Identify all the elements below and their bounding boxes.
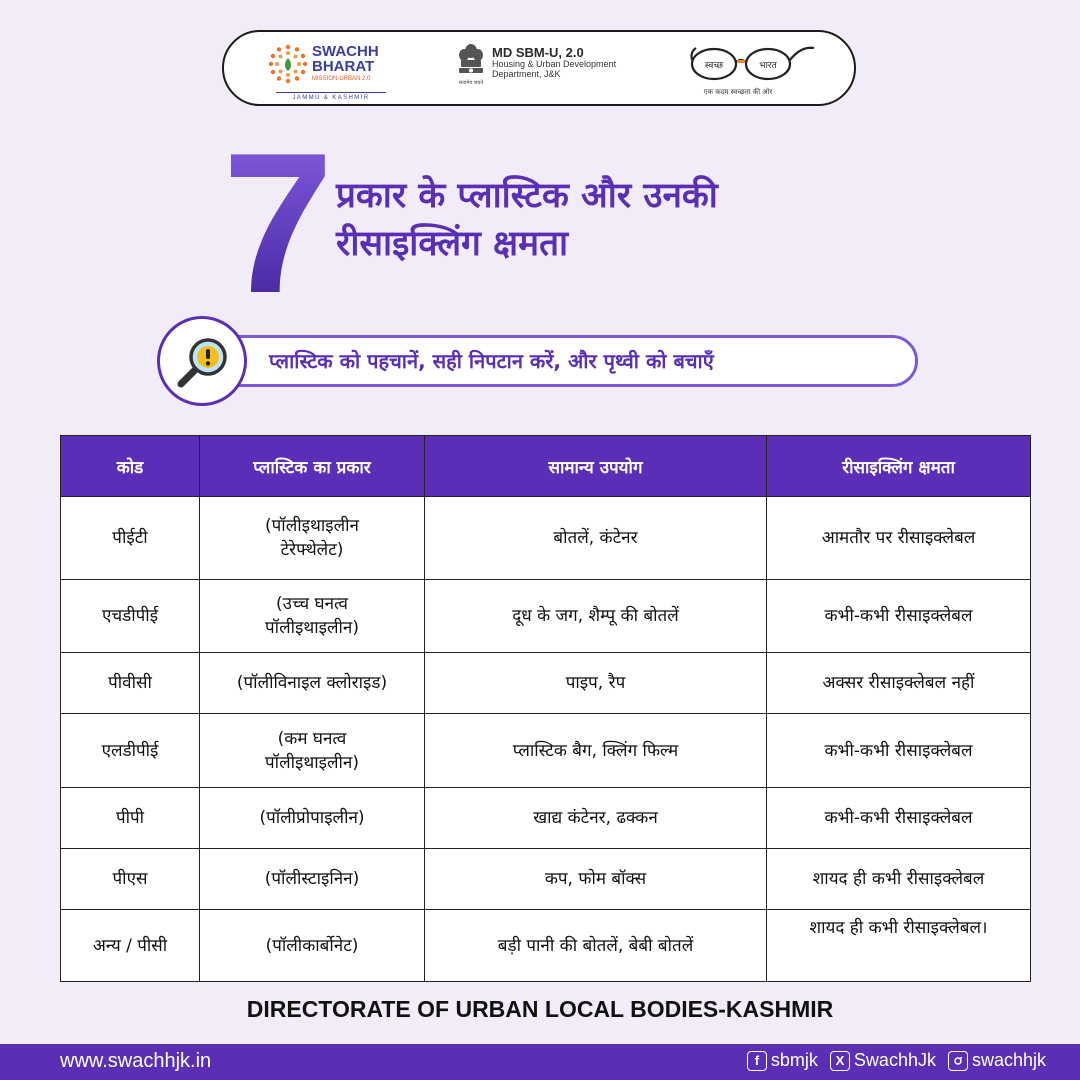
cell-recycle: कभी-कभी रीसाइक्लेबल (767, 714, 1031, 788)
cell-recycle: कभी-कभी रीसाइक्लेबल (767, 580, 1031, 653)
cell-code: पीवीसी (61, 653, 200, 714)
facebook-link[interactable] (747, 1050, 818, 1071)
x-link[interactable] (830, 1050, 936, 1071)
x-icon: X (830, 1051, 850, 1071)
hero-number-seven (222, 142, 334, 300)
cell-recycle: आमतौर पर रीसाइक्लेबल (767, 497, 1031, 580)
cell-recycle: शायद ही कभी रीसाइक्लेबल। (767, 910, 1031, 982)
footer-bar (0, 1044, 1080, 1080)
header-recyclability: रीसाइक्लिंग क्षमता (767, 436, 1031, 497)
cell-use: प्लास्टिक बैग, क्लिंग फिल्म (425, 714, 767, 788)
table-row (61, 580, 1031, 653)
hero-number-text: 7 (222, 142, 334, 300)
header-code: कोड (61, 436, 200, 497)
directorate-name: DIRECTORATE OF URBAN LOCAL BODIES-KASHMIR (246, 996, 834, 1022)
page-title (336, 172, 956, 268)
table-row (61, 497, 1031, 580)
cell-type: (पॉलीविनाइल क्लोराइड) (200, 653, 425, 714)
cell-recycle: कभी-कभी रीसाइक्लेबल (767, 788, 1031, 849)
instagram-handle: swachhjk (971, 1050, 1046, 1070)
instagram-link[interactable] (948, 1050, 1046, 1071)
table-row (61, 788, 1031, 849)
sbm-logo-line3: MISSION-URBAN 2.0 (312, 76, 371, 82)
sb-logo-tagline: एक कदम स्वच्छता की ओर (703, 88, 773, 96)
swachh-bharat-glasses-logo (678, 38, 828, 100)
cell-type: (पॉलीकार्बोनेट) (200, 910, 425, 982)
cell-type-line1: (पॉलीइथाइलीन (265, 516, 359, 536)
header-common-use: सामान्य उपयोग (425, 436, 767, 497)
cell-type-line1: (कम घनत्व (277, 728, 347, 749)
magnifier-badge (157, 316, 247, 406)
plastic-types-table (60, 435, 1031, 982)
cell-type (200, 497, 425, 580)
cell-use: पाइप, रैप (425, 653, 767, 714)
cell-code: एचडीपीई (61, 580, 200, 653)
table-row (61, 653, 1031, 714)
tagline-text: प्लास्टिक को पहचानें, सही निपटान करें, और पृथ्वी को बचाएँ (269, 349, 714, 373)
cell-use: कप, फोम बॉक्स (425, 849, 767, 910)
cell-recycle: अक्सर रीसाइक्लेबल नहीं (767, 653, 1031, 714)
facebook-handle: sbmjk (770, 1050, 818, 1070)
cell-type-line2: पॉलीइथाइलीन) (265, 752, 359, 773)
x-handle: SwachhJk (853, 1050, 936, 1070)
cell-code: पीएस (61, 849, 200, 910)
title-line-2: रीसाइक्लिंग क्षमता (336, 224, 569, 264)
tagline-banner (178, 335, 918, 387)
md-logo-line3: Department, J&K (492, 69, 561, 80)
cell-type-line1: (उच्च घनत्व (276, 594, 348, 614)
header-logo-bar (222, 30, 856, 106)
table-row (61, 849, 1031, 910)
cell-use: दूध के जग, शैम्पू की बोतलें (425, 580, 767, 653)
swachh-bharat-mission-logo (266, 40, 406, 101)
sun-flower-icon (268, 44, 308, 84)
cell-use: बोतलें, कंटेनर (425, 497, 767, 580)
cell-code: अन्य / पीसी (61, 910, 200, 982)
header-plastic-type: प्लास्टिक का प्रकार (200, 436, 425, 497)
magnifier-warning-icon (174, 333, 232, 391)
table-row (61, 714, 1031, 788)
cell-use: बड़ी पानी की बोतलें, बेबी बोतलें (425, 910, 767, 982)
md-logo-line2: Housing & Urban Development (492, 59, 617, 70)
sbm-logo-line1: SWACHH (312, 43, 379, 60)
instagram-icon (948, 1051, 968, 1071)
cell-use: खाद्य कंटेनर, ढक्कन (425, 788, 767, 849)
sbm-logo-region: JAMMU & KASHMIR (276, 92, 386, 101)
social-links (747, 1050, 1046, 1071)
cell-code: पीईटी (61, 497, 200, 580)
cell-type: (पॉलीस्टाइनिन) (200, 849, 425, 910)
table-header-row (61, 436, 1031, 497)
emblem-caption: सत्यमेव जयते (458, 80, 484, 86)
spectacles-icon (686, 40, 816, 84)
cell-code: एलडीपीई (61, 714, 200, 788)
md-sbm-logo (456, 40, 626, 98)
facebook-icon: f (747, 1051, 767, 1071)
table-row (61, 910, 1031, 982)
website-link[interactable]: www.swachhjk.in (60, 1050, 212, 1072)
md-logo-title: MD SBM-U, 2.0 (492, 45, 584, 60)
cell-type (200, 714, 425, 788)
title-line-1: प्रकार के प्लास्टिक और उनकी (336, 176, 718, 216)
cell-recycle: शायद ही कभी रीसाइक्लेबल (767, 849, 1031, 910)
sbm-logo-line2: BHARAT (312, 58, 375, 75)
cell-type (200, 580, 425, 653)
cell-type-line2: पॉलीइथाइलीन) (265, 618, 359, 638)
national-emblem-icon (456, 42, 486, 88)
cell-type-line2: टेरेफ्थेलेट) (280, 540, 344, 560)
cell-type: (पॉलीप्रोपाइलीन) (200, 788, 425, 849)
cell-code: पीपी (61, 788, 200, 849)
specs-left-text: स्वच्छ (704, 61, 724, 71)
specs-right-text: भारत (759, 61, 777, 71)
